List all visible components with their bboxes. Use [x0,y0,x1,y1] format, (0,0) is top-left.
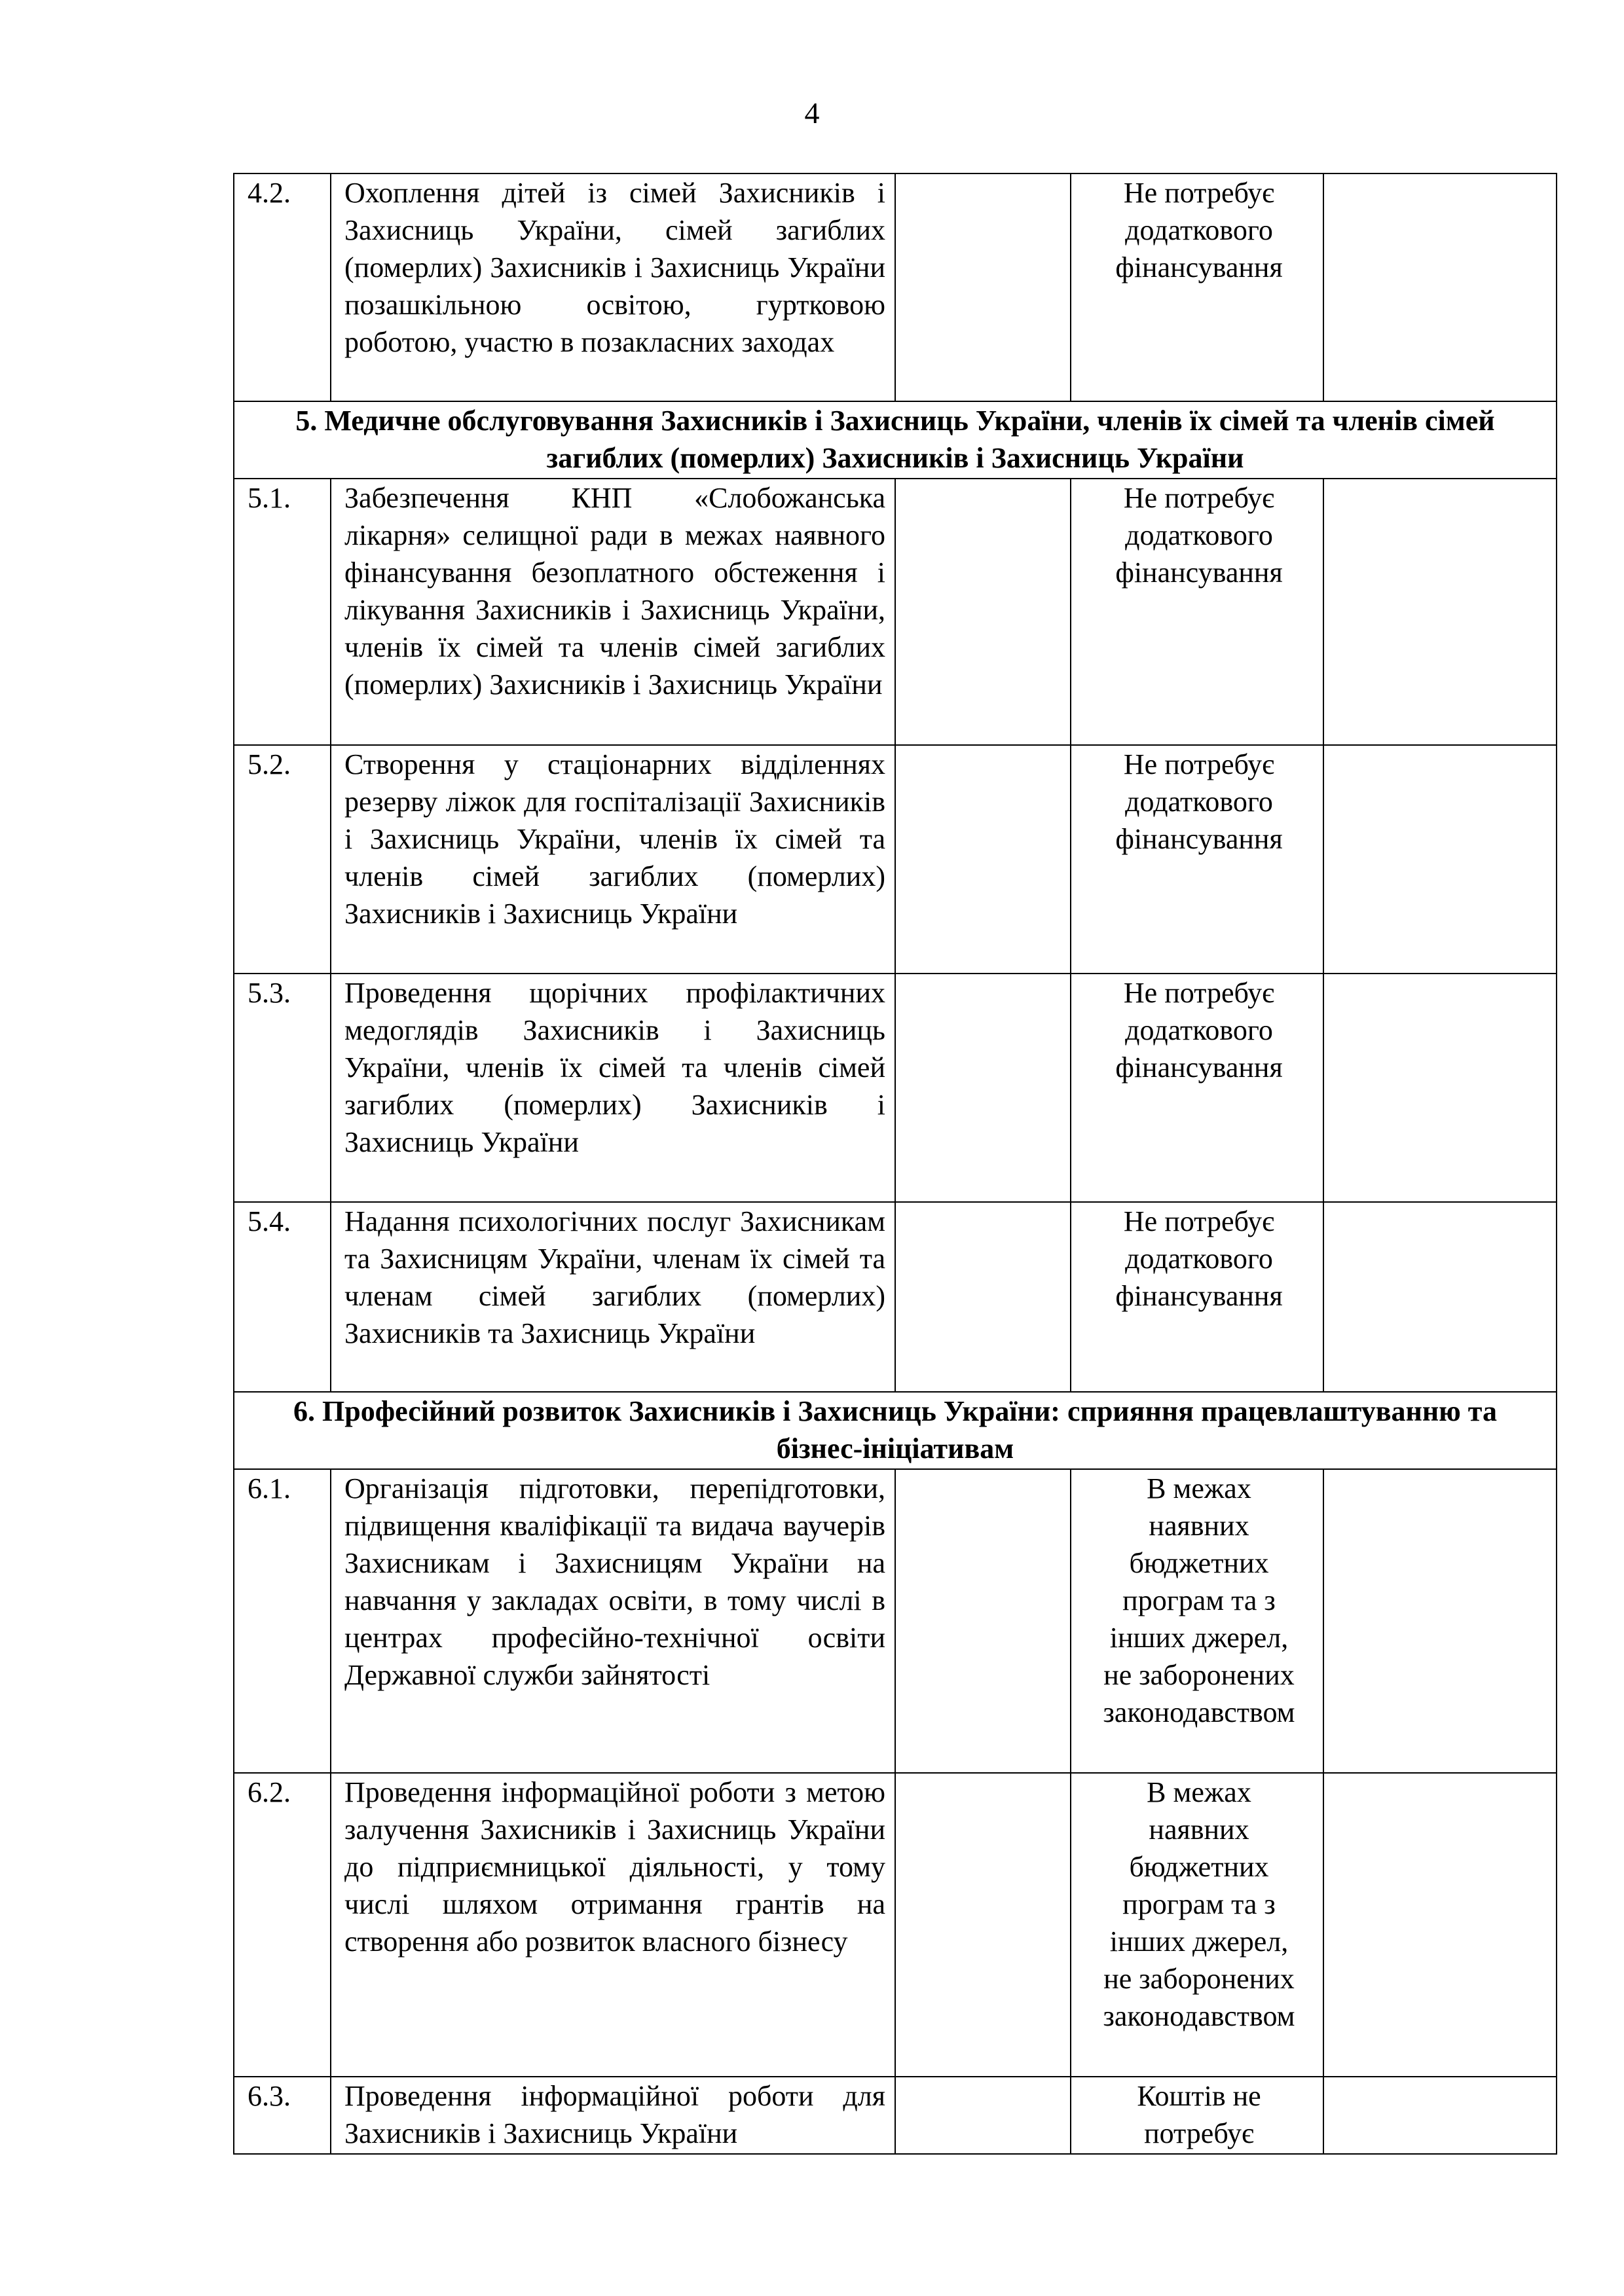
empty-cell [895,974,1071,1202]
financing-line: фінансування [1115,1051,1283,1084]
row-number: 4.2. [234,173,331,401]
financing-line: не заборонених [1103,1963,1295,1995]
measure-description: Забезпечення КНП «Слобожанська лікарня» селищної ради в межах наявного фінансування безоплатного обстеження і лікування Захисників і Захисниць України, членів їх сімей та членів сімей загиблих (померлих) Захисників і Захисниць України [331,479,895,745]
empty-cell [1323,2077,1557,2154]
financing-line: бюджетних [1129,1547,1269,1579]
table-row [234,974,1557,1202]
page-number: 4 [804,96,820,130]
row-number: 5.3. [234,974,331,1202]
financing-cell [1071,2077,1323,2154]
financing-line: програм та з [1122,1888,1276,1920]
financing-cell [1071,974,1323,1202]
empty-cell [1323,479,1557,745]
financing-line: фінансування [1115,556,1283,589]
section-header-row [234,401,1557,479]
financing-cell [1071,745,1323,974]
empty-cell [895,1202,1071,1392]
table-row [234,1469,1557,1773]
empty-cell [895,479,1071,745]
financing-line: бюджетних [1129,1851,1269,1883]
section-title: 5. Медичне обслуговування Захисників і Захисниць України, членів їх сімей та членів сімей загиблих (померлих) Захисників і Захисниць України [234,401,1557,479]
empty-cell [1323,974,1557,1202]
financing-line: Не потребує [1123,1205,1275,1237]
financing-line: Не потребує [1123,977,1275,1009]
financing-line: В межах [1147,1776,1251,1808]
table-row [234,2077,1557,2154]
table-row [234,1202,1557,1392]
measure-description: Надання психологічних послуг Захисникам та Захисницям України, членам їх сімей та членам сімей загиблих (померлих) Захисників та Захисниць України [331,1202,895,1392]
financing-line: додаткового [1125,1014,1273,1046]
financing-line: фінансування [1115,823,1283,855]
financing-line: наявних [1149,1813,1249,1846]
empty-cell [895,745,1071,974]
empty-cell [1323,173,1557,401]
financing-line: Не потребує [1123,177,1275,209]
empty-cell [895,2077,1071,2154]
table-row [234,479,1557,745]
financing-line: законодавством [1103,1696,1295,1728]
measure-description: Проведення інформаційної роботи з метою залучення Захисників і Захисниць України до підприємницької діяльності, у тому числі шляхом отримання грантів на створення або розвиток власного бізнесу [331,1773,895,2077]
financing-line: додаткового [1125,214,1273,246]
financing-cell [1071,479,1323,745]
financing-cell [1071,1202,1323,1392]
section-header-row [234,1392,1557,1469]
financing-line: Коштів не [1137,2080,1261,2112]
row-number: 5.1. [234,479,331,745]
row-number: 6.3. [234,2077,331,2154]
financing-line: додаткового [1125,786,1273,818]
table-row [234,745,1557,974]
financing-line: законодавством [1103,2000,1295,2032]
empty-cell [895,173,1071,401]
financing-line: не заборонених [1103,1659,1295,1691]
empty-cell [895,1469,1071,1773]
financing-line: фінансування [1115,1280,1283,1312]
empty-cell [1323,1202,1557,1392]
financing-line: Не потребує [1123,748,1275,780]
financing-cell [1071,1469,1323,1773]
row-number: 6.2. [234,1773,331,2077]
measure-description: Проведення інформаційної роботи для Захисників і Захисниць України [331,2077,895,2154]
financing-line: інших джерел, [1109,1622,1289,1654]
financing-line: потребує [1144,2117,1254,2149]
table-row [234,1773,1557,2077]
measure-description: Організація підготовки, перепідготовки, підвищення кваліфікації та видача ваучерів Захисникам і Захисницям України на навчання у закладах освіти, в тому числі в центрах професійно-технічної освіти Державної служби зайнятості [331,1469,895,1773]
table-row [234,173,1557,401]
measure-description: Проведення щорічних профілактичних медоглядів Захисників і Захисниць України, членів їх сімей та членів сімей загиблих (померлих) Захисників і Захисниць України [331,974,895,1202]
empty-cell [895,1773,1071,2077]
financing-line: додаткового [1125,519,1273,551]
row-number: 6.1. [234,1469,331,1773]
financing-cell [1071,1773,1323,2077]
section-title: 6. Професійний розвиток Захисників і Захисниць України: сприяння працевлаштуванню та бізнес-ініціативам [234,1392,1557,1469]
empty-cell [1323,745,1557,974]
financing-line: В межах [1147,1472,1251,1504]
row-number: 5.4. [234,1202,331,1392]
empty-cell [1323,1773,1557,2077]
financing-line: додаткового [1125,1243,1273,1275]
measure-description: Охоплення дітей із сімей Захисників і Захисниць України, сімей загиблих (померлих) Захисників і Захисниць України позашкільною освітою, гуртковою роботою, участю в позакласних заходах [331,173,895,401]
measure-description: Створення у стаціонарних відділеннях резерву ліжок для госпіталізації Захисників і Захисниць України, членів їх сімей та членів сімей загиблих (померлих) Захисників і Захисниць України [331,745,895,974]
financing-line: Не потребує [1123,482,1275,514]
financing-line: фінансування [1115,251,1283,283]
financing-line: наявних [1149,1510,1249,1542]
program-measures-table [233,173,1557,2155]
row-number: 5.2. [234,745,331,974]
financing-line: інших джерел, [1109,1925,1289,1958]
financing-cell [1071,173,1323,401]
empty-cell [1323,1469,1557,1773]
financing-line: програм та з [1122,1584,1276,1616]
